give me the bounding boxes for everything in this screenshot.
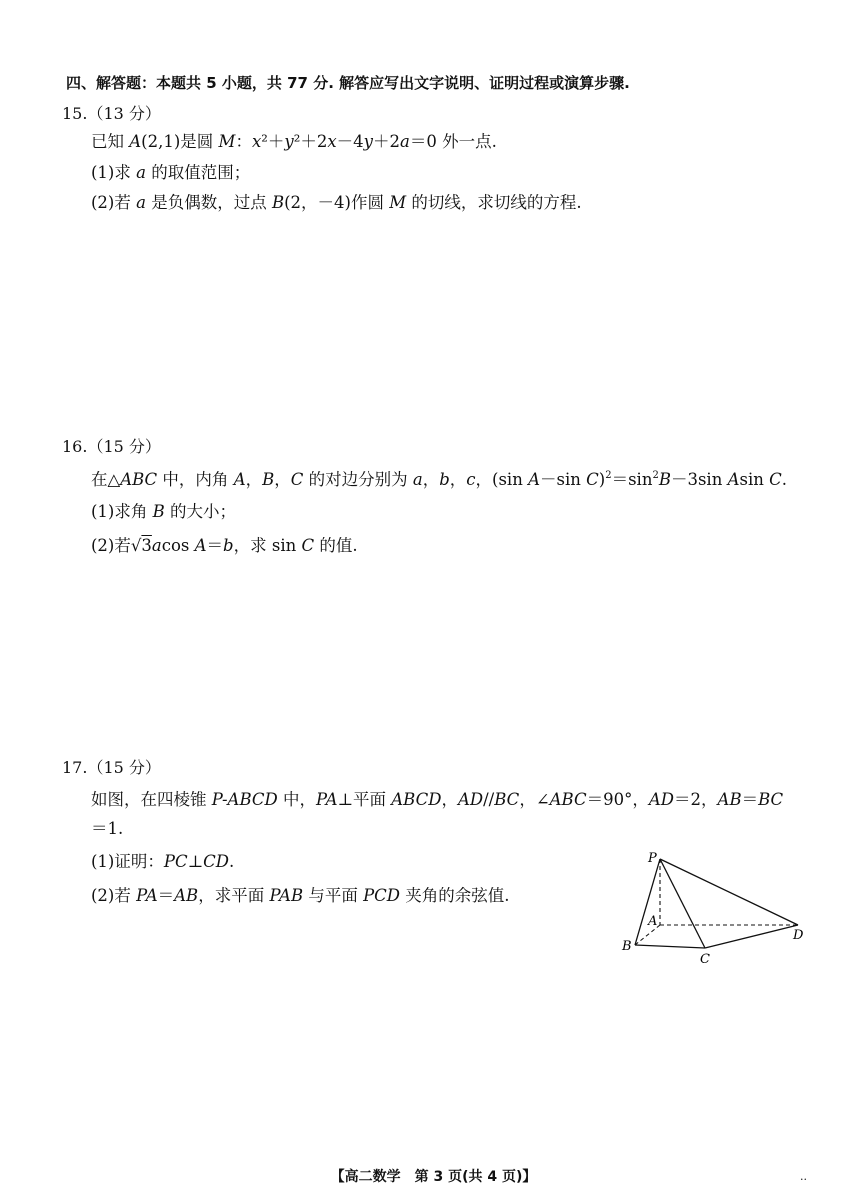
q16-part1: (1)求角 B 的大小；	[91, 502, 237, 521]
pyramid-figure	[615, 845, 815, 970]
section-heading: 四、解答题：本题共 5 小题，共 77 分. 解答应写出文字说明、证明过程或演算步骤.	[66, 74, 630, 92]
q17-part2: (2)若 PA＝AB，求平面 PAB 与平面 PCD 夹角的余弦值.	[91, 886, 510, 905]
q15-part1: (1)求 a 的取值范围；	[91, 163, 251, 182]
edge-CD	[705, 925, 798, 948]
edge-PB	[635, 859, 660, 945]
label-B: B	[622, 939, 632, 954]
q17-stem: 如图，在四棱锥 P-ABCD 中，PA⊥平面 ABCD，AD//BC，∠ABC＝90°，AD＝2，AB＝BC	[91, 790, 784, 809]
page-footer: 【高二数学 第 3 页(共 4 页)】	[330, 1169, 537, 1185]
edge-PC	[660, 859, 705, 948]
q16-part2: (2)若√3acos A＝b，求 sin C 的值.	[91, 536, 358, 555]
q15-number: 15.（13 分）	[62, 104, 161, 123]
edge-BC	[635, 945, 705, 948]
q17-stem-cont: ＝1.	[91, 819, 124, 838]
q17-number: 17.（15 分）	[62, 758, 161, 777]
label-P: P	[648, 851, 657, 866]
label-D: D	[793, 928, 804, 943]
label-A: A	[648, 914, 658, 929]
edge-PD	[660, 859, 798, 925]
corner-mark: ..	[800, 1170, 807, 1183]
sqrt-symbol: √3	[130, 536, 152, 555]
q16-stem: 在△ABC 中，内角 A，B，C 的对边分别为 a，b，c，(sin A－sin $C)^2=\sin^2B-3\sin$ Asin C.	[91, 470, 788, 489]
label-C: C	[700, 952, 710, 967]
q17-part1: (1)证明：PC⊥CD.	[91, 852, 235, 871]
q15-part2: (2)若 a 是负偶数，过点 B(2，－4)作圆 M 的切线，求切线的方程.	[91, 193, 582, 212]
q16-number: 16.（15 分）	[62, 437, 161, 456]
q15-stem: 已知 A(2,1)是圆 M：x²＋y²＋2x－4y＋2a＝0 外一点.	[91, 132, 497, 151]
